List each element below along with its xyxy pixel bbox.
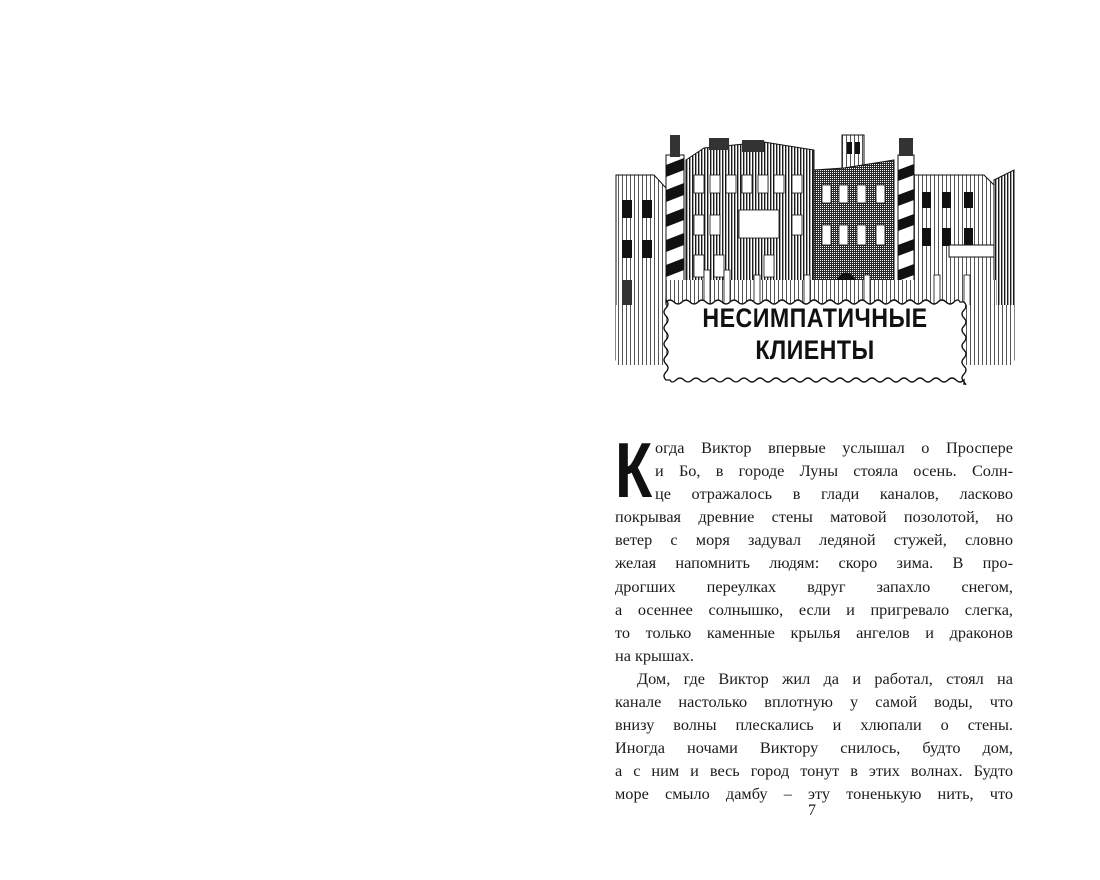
text-line: покрывая древние стены матовой позолотой, но xyxy=(615,507,1013,527)
text-line: а с ним и весь город тонут в этих волнах. Будто xyxy=(615,761,1013,781)
text-line: огда Виктор впервые услышал о Проспере xyxy=(655,438,1013,457)
paragraph-2 xyxy=(615,667,1013,806)
text-line: Иногда ночами Виктору снилось, будто дом, xyxy=(615,738,1013,758)
text-line: на крышах. xyxy=(615,645,694,665)
text-line: внизу волны плескались и хлюпали о стены. xyxy=(615,715,1013,735)
text-line: ветер с моря задувал ледяной стужей, словно xyxy=(615,530,1013,550)
text-line: море смыло дамбу – эту тоненькую нить, что xyxy=(615,784,1013,804)
text-line: то только каменные крылья ангелов и драконов xyxy=(615,622,1013,642)
chapter-body-text xyxy=(615,426,1013,806)
text-line: желая напомнить людям: скоро зима. В про- xyxy=(615,553,1013,573)
page-number: 7 xyxy=(808,802,816,819)
drop-cap-letter: К xyxy=(615,426,653,514)
chapter-title xyxy=(686,302,944,366)
text-line: канале настолько вплотную у самой воды, что xyxy=(615,692,1013,712)
chapter-title-line-2: КЛИЕНТЫ xyxy=(755,335,875,365)
text-line: и Бо, в городе Луны стояла осень. Солн- xyxy=(655,461,1013,481)
paragraph-1 xyxy=(615,426,1013,667)
text-line: а осеннее солнышко, если и пригревало слегка, xyxy=(615,599,1013,619)
text-line: це отражалось в глади каналов, ласково xyxy=(655,484,1013,504)
text-line: Дом, где Виктор жил да и работал, стоял на xyxy=(637,668,1013,688)
chapter-title-line-1: НЕСИМПАТИЧНЫЕ xyxy=(702,303,928,333)
text-line: дрогших переулках вдруг запахло снегом, xyxy=(615,576,1013,596)
